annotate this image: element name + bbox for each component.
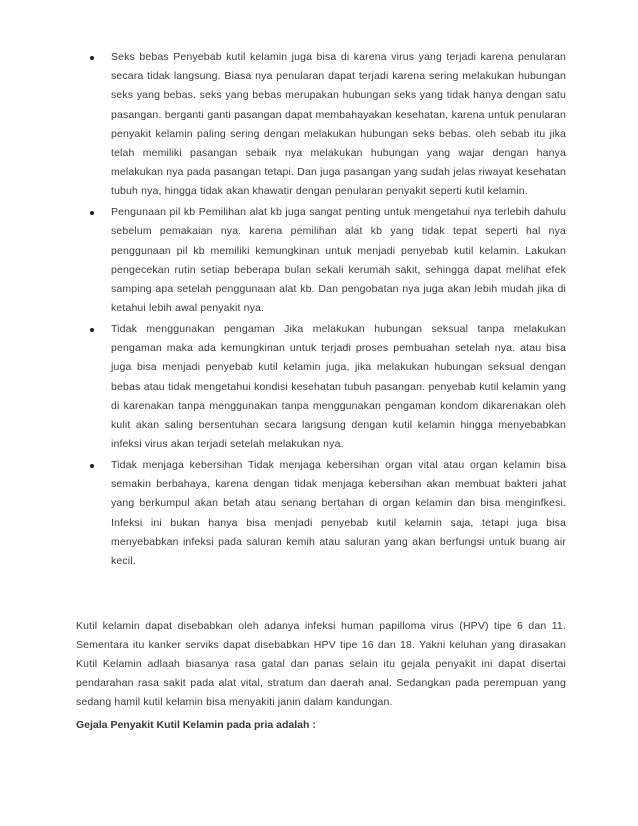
bullet-icon (90, 328, 94, 332)
list-item (76, 456, 566, 571)
bullet-icon (90, 211, 94, 215)
bullet-text: Pengunaan pil kb Pemilihan alat kb juga sangat penting untuk mengetahui nya terlebih dahulu sebelum pemakaian nya. karena pemilihan alat kb yang tidak tepat seperti hal nya penggunaan pil kb memiliki kemungkinan untuk menjadi penyebab kutil kelamin. Lakukan pengecekan rutin setiap beberapa bulan sekali kerumah sakit, sehingga dapat melihat efek samping apa setelah penggunaan alat kb. Dan pengobatan nya juga akan lebih mudah jika di ketahui lebih awal penyakit nya. (111, 206, 566, 315)
bullet-icon (90, 56, 94, 60)
section-heading: Gejala Penyakit Kutil Kelamin pada pria adalah : (76, 719, 316, 731)
list-item (76, 320, 566, 454)
bullet-text: Tidak menjaga kebersihan Tidak menjaga kebersihan organ vital atau organ kelamin bisa semakin berbahaya, karena dengan tidak menjaga kebersihan akan membuat bakteri jahat yang berkumpul akan betah atau senang bertahan di organ kelamin dan bisa menginfkesi. Infeksi ini bukan hanya bisa menjadi penyebab kutil kelamin saja, tetapi juga bisa menyebabkan infeksi pada saluran kemih atau saluran yang akan berfungsi untuk buang air kecil. (111, 459, 566, 568)
list-item (76, 48, 566, 202)
bullet-list (76, 48, 566, 573)
list-item (76, 203, 566, 318)
bullet-text: Tidak menggunakan pengaman Jika melakukan hubungan seksual tanpa melakukan pengaman maka ada kemungkinan untuk terjadi proses pembuahan setelah nya. atau bisa juga bisa menjadi penyebab kutil kelamin juga, jika melakukan hubungan seksual dengan bebas atau tidak mengetahui kondisi kesehatan tubuh pasangan. penyebab kutil kelamin yang di karenakan tanpa menggunakan tanpa menggunakan pengaman kondom dikarenakan oleh kulit akan saling bersentuhan secara langsung dengan kutil kelamin hingga menyebabkan infeksi virus akan terjadi setelah melakukan nya. (111, 323, 566, 451)
bullet-text: Seks bebas Penyebab kutil kelamin juga bisa di karena virus yang terjadi karena penularan secara tidak langsung. Biasa nya penularan dapat terjadi karena sering melakukan hubungan seks yang bebas. seks yang bebas merupakan hubungan seks yang tidak hanya dengan satu pasangan. berganti ganti pasangan dapat membahayakan kesehatan, karena untuk penularan penyakit kelamin paling sering dengan melakukan hubungan seks bebas. oleh sebab itu jika telah memiliki pasangan sebaik nya melakukan hubungan yang wajar dengan hanya melakukan nya pada pasangan tetapi. Dan juga pasangan yang sudah jelas riwayat kesehatan tubuh nya, hingga tidak akan khawatir dengan penularan penyakit seperti kutil kelamin. (111, 51, 566, 198)
body-paragraph: Kutil kelamin dapat disebabkan oleh adanya infeksi human papilloma virus (HPV) tipe 6 dan 11. Sementara itu kanker serviks dapat disebabkan HPV tipe 16 dan 18. Yakni keluhan yang dirasakan Kutil Kelamin adlaah biasanya rasa gatal dan panas selain itu gejala penyakit ini dapat disertai pendarahan rasa sakit pada alat vital, stratum dan daerah anal. Sedangkan pada perempuan yang sedang hamil kutil kelamin bisa menyakiti janin dalam kandungan. (76, 620, 566, 708)
bullet-icon (90, 464, 94, 468)
